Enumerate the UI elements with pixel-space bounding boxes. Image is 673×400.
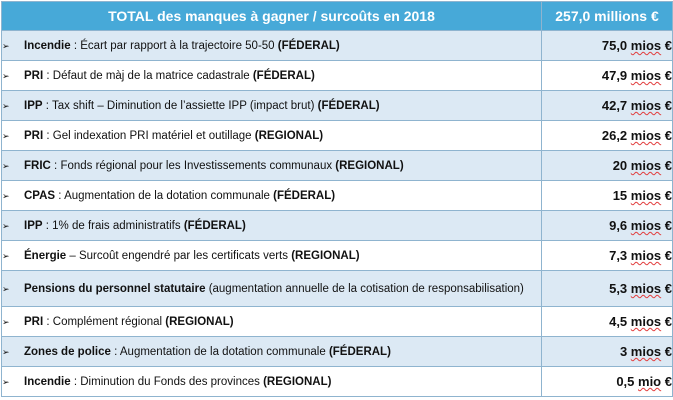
table-row [2, 271, 673, 307]
item-description [2, 181, 542, 211]
item-category: Incendie [24, 39, 71, 52]
item-text: Complément régional [52, 315, 166, 328]
amount-value: 75,0 [601, 38, 628, 53]
item-level: (REGIONAL) [263, 375, 332, 388]
item-amount [542, 271, 673, 307]
item-level: (FÉDERAL) [277, 39, 340, 52]
amount-value: 5,3 [609, 281, 628, 296]
table-row [2, 151, 673, 181]
item-separator: – [66, 249, 79, 262]
amount-unit: mios [630, 248, 662, 263]
item-description [2, 31, 542, 61]
currency-symbol: € [664, 344, 672, 359]
item-category: Pensions du personnel statutaire [24, 282, 206, 295]
amount-value: 3 [619, 344, 628, 359]
total-amount: 257,0 millions € [542, 2, 673, 31]
item-amount [542, 337, 673, 367]
item-level: (FÉDERAL) [183, 219, 246, 232]
item-text: (augmentation annuelle de la cotisation de responsabilisation) [208, 282, 524, 295]
amount-value: 4,5 [609, 314, 628, 329]
amount-unit: mios [630, 344, 662, 359]
item-description [2, 337, 542, 367]
item-level: (REGIONAL) [335, 159, 404, 172]
amount-unit: mios [630, 281, 662, 296]
item-category: Énergie [24, 249, 67, 262]
currency-symbol: € [664, 158, 672, 173]
table-row [2, 91, 673, 121]
arrow-bullet-icon: ➢ [2, 70, 10, 81]
currency-symbol: € [664, 281, 672, 296]
item-separator: : [42, 99, 52, 112]
item-amount [542, 61, 673, 91]
item-separator: : [70, 39, 81, 52]
item-category: FRIC [24, 159, 51, 172]
currency-symbol: € [664, 38, 672, 53]
item-level: (FÉDERAL) [317, 99, 380, 112]
arrow-bullet-icon: ➢ [2, 376, 10, 387]
table-row [2, 61, 673, 91]
amount-unit: mios [630, 158, 662, 173]
item-category: PRI [24, 129, 44, 142]
item-amount [542, 367, 673, 397]
item-level: (FÉDERAL) [252, 69, 315, 82]
amount-value: 15 [612, 188, 628, 203]
arrow-bullet-icon: ➢ [2, 220, 10, 231]
item-category: Zones de police [24, 345, 111, 358]
arrow-bullet-icon: ➢ [2, 283, 10, 294]
table-row [2, 31, 673, 61]
arrow-bullet-icon: ➢ [2, 316, 10, 327]
amount-unit: mios [630, 98, 662, 113]
currency-symbol: € [664, 374, 672, 389]
item-text: Gel indexation PRI matériel et outillage [52, 129, 255, 142]
item-category: CPAS [24, 189, 56, 202]
table-row [2, 367, 673, 397]
item-description [2, 211, 542, 241]
amount-unit: mios [630, 188, 662, 203]
amount-value: 7,3 [609, 248, 628, 263]
arrow-bullet-icon: ➢ [2, 160, 10, 171]
item-separator: : [55, 189, 65, 202]
item-separator: : [43, 129, 53, 142]
item-description [2, 271, 542, 307]
item-separator: : [42, 219, 53, 232]
amount-value: 0,5 [616, 374, 635, 389]
header-row [2, 2, 673, 31]
arrow-bullet-icon: ➢ [2, 190, 10, 201]
item-level: (REGIONAL) [254, 129, 324, 142]
item-amount [542, 91, 673, 121]
item-amount [542, 211, 673, 241]
amount-value: 9,6 [609, 218, 628, 233]
amount-value: 47,9 [601, 68, 628, 83]
item-category: IPP [24, 219, 43, 232]
item-separator: : [50, 159, 61, 172]
item-description [2, 241, 542, 271]
item-description [2, 307, 542, 337]
item-category: IPP [24, 99, 43, 112]
table-row [2, 337, 673, 367]
item-text: 1% de frais administratifs [52, 219, 184, 232]
amount-unit: mios [630, 128, 662, 143]
item-amount [542, 121, 673, 151]
amount-unit: mios [630, 314, 662, 329]
item-category: Incendie [24, 375, 71, 388]
currency-symbol: € [664, 128, 672, 143]
table-row [2, 211, 673, 241]
currency-symbol: € [664, 218, 672, 233]
item-text: Tax shift – Diminution de l’assiette IPP (impact brut) [51, 99, 318, 112]
amount-value: 20 [612, 158, 628, 173]
item-text: Écart par rapport à la trajectoire 50-50 [80, 39, 278, 52]
item-separator: : [110, 345, 120, 358]
item-level: (FÉDERAL) [273, 189, 336, 202]
currency-symbol: € [664, 248, 672, 263]
item-amount [542, 181, 673, 211]
table-row [2, 241, 673, 271]
item-text: Diminution du Fonds des provinces [80, 375, 264, 388]
item-amount [542, 31, 673, 61]
item-description [2, 91, 542, 121]
costs-table [1, 1, 673, 397]
item-level: (REGIONAL) [165, 315, 234, 328]
item-text: Surcoût engendré par les certificats verts [78, 249, 292, 262]
amount-unit: mios [630, 68, 662, 83]
item-separator: : [70, 375, 81, 388]
item-separator: : [43, 69, 53, 82]
item-description [2, 151, 542, 181]
currency-symbol: € [664, 98, 672, 113]
amount-unit: mios [630, 38, 662, 53]
currency-symbol: € [664, 188, 672, 203]
item-amount [542, 151, 673, 181]
item-level: (FÉDERAL) [328, 345, 391, 358]
amount-value: 42,7 [601, 98, 628, 113]
item-description [2, 367, 542, 397]
item-text: Augmentation de la dotation communale [64, 189, 274, 202]
arrow-bullet-icon: ➢ [2, 40, 10, 51]
table-row [2, 307, 673, 337]
item-text: Fonds régional pour les Investissements communaux [60, 159, 336, 172]
arrow-bullet-icon: ➢ [2, 346, 10, 357]
arrow-bullet-icon: ➢ [2, 250, 10, 261]
item-category: PRI [24, 69, 44, 82]
table-row [2, 121, 673, 151]
currency-symbol: € [664, 314, 672, 329]
item-amount [542, 241, 673, 271]
item-level: (REGIONAL) [291, 249, 360, 262]
amount-unit: mios [630, 218, 662, 233]
currency-symbol: € [664, 68, 672, 83]
item-description [2, 61, 542, 91]
item-category: PRI [24, 315, 44, 328]
arrow-bullet-icon: ➢ [2, 130, 10, 141]
arrow-bullet-icon: ➢ [2, 100, 10, 111]
item-amount [542, 307, 673, 337]
table-title: TOTAL des manques à gagner / surcoûts en 2018 [2, 2, 542, 31]
table-row [2, 181, 673, 211]
amount-unit: mio [638, 374, 662, 389]
item-text: Défaut de màj de la matrice cadastrale [52, 69, 253, 82]
item-separator: : [43, 315, 53, 328]
item-text: Augmentation de la dotation communale [119, 345, 329, 358]
item-description [2, 121, 542, 151]
amount-value: 26,2 [601, 128, 628, 143]
